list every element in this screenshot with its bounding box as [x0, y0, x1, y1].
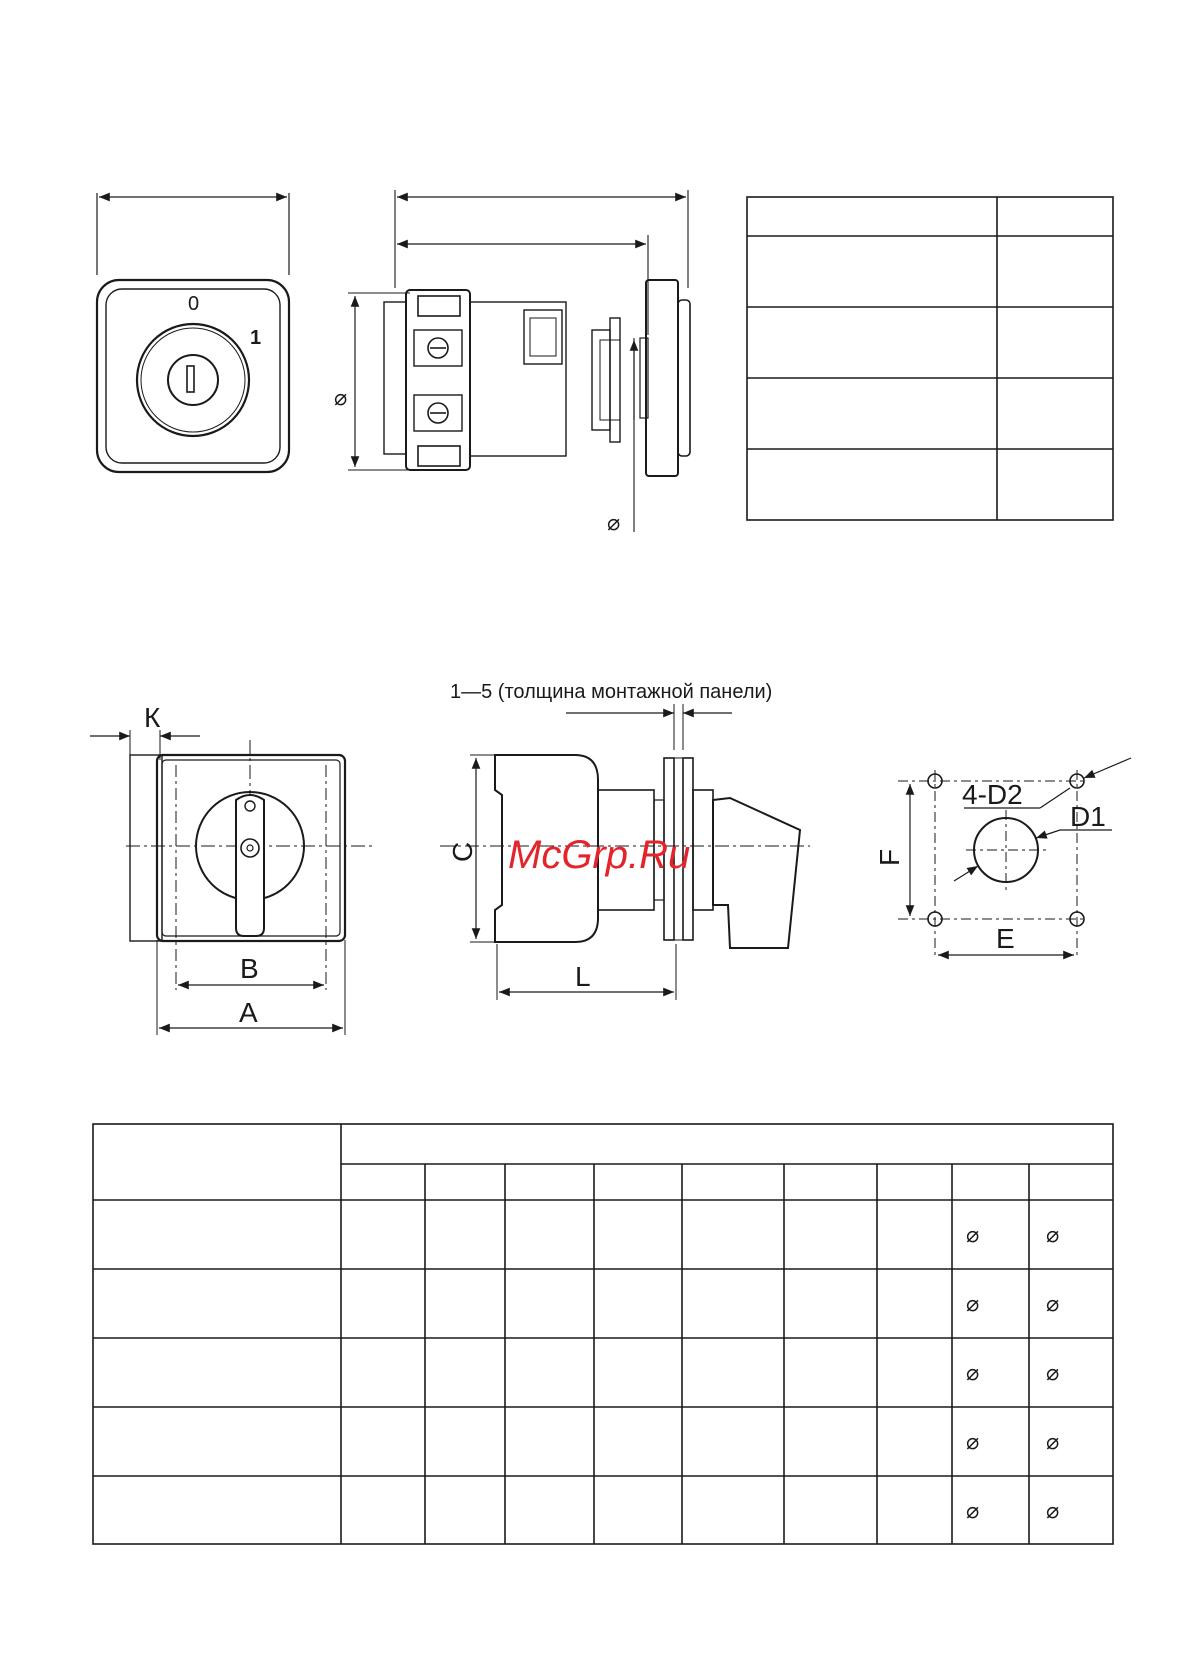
dimension-L-label: L — [575, 961, 591, 992]
dimension-E-label: E — [996, 923, 1015, 954]
watermark: McGrp.Ru — [508, 833, 691, 877]
body-diameter-symbol: ⌀ — [334, 386, 348, 411]
dimensions-table-frame — [93, 1124, 1113, 1544]
table-symbol: ⌀ — [966, 1499, 980, 1524]
top-right-table — [747, 197, 1113, 520]
rotary-handle-side — [713, 798, 800, 948]
dimension-B-label: B — [240, 953, 259, 984]
table-frame — [747, 197, 1113, 520]
dimension-F-label: F — [874, 848, 905, 866]
table-symbol: ⌀ — [1046, 1292, 1060, 1317]
rotary-handle — [236, 795, 264, 936]
table-symbol: ⌀ — [966, 1361, 980, 1386]
dimension-C-label: C — [447, 841, 478, 862]
dimension-D1-label: D1 — [1070, 801, 1106, 832]
table-symbol: ⌀ — [1046, 1361, 1060, 1386]
dimensions-table — [93, 1124, 1113, 1544]
table-symbol: ⌀ — [966, 1292, 980, 1317]
center-hole — [974, 818, 1038, 882]
key-cylinder-inner — [168, 355, 218, 405]
table-diameter-symbols — [966, 1223, 1059, 1524]
table-symbol: ⌀ — [1046, 1499, 1060, 1524]
table-symbol: ⌀ — [966, 1430, 980, 1455]
key-cylinder-outer — [137, 324, 249, 436]
panel-thickness-label: 1—5 (толщина монтажной панели) — [450, 681, 773, 703]
key-switch-side-view — [348, 190, 690, 532]
table-symbol: ⌀ — [1046, 1430, 1060, 1455]
dimension-A-label: A — [239, 997, 258, 1028]
position-label-off: 0 — [188, 293, 200, 315]
rotary-switch-front-view — [90, 730, 376, 1035]
dimension-K-label: К — [144, 702, 161, 733]
key-slot — [187, 366, 194, 392]
table-symbol: ⌀ — [1046, 1223, 1060, 1248]
shaft-diameter-symbol: ⌀ — [607, 511, 621, 536]
dimension-D2-label: 4-D2 — [962, 779, 1023, 810]
position-label-on: 1 — [250, 327, 262, 349]
table-symbol: ⌀ — [966, 1223, 980, 1248]
